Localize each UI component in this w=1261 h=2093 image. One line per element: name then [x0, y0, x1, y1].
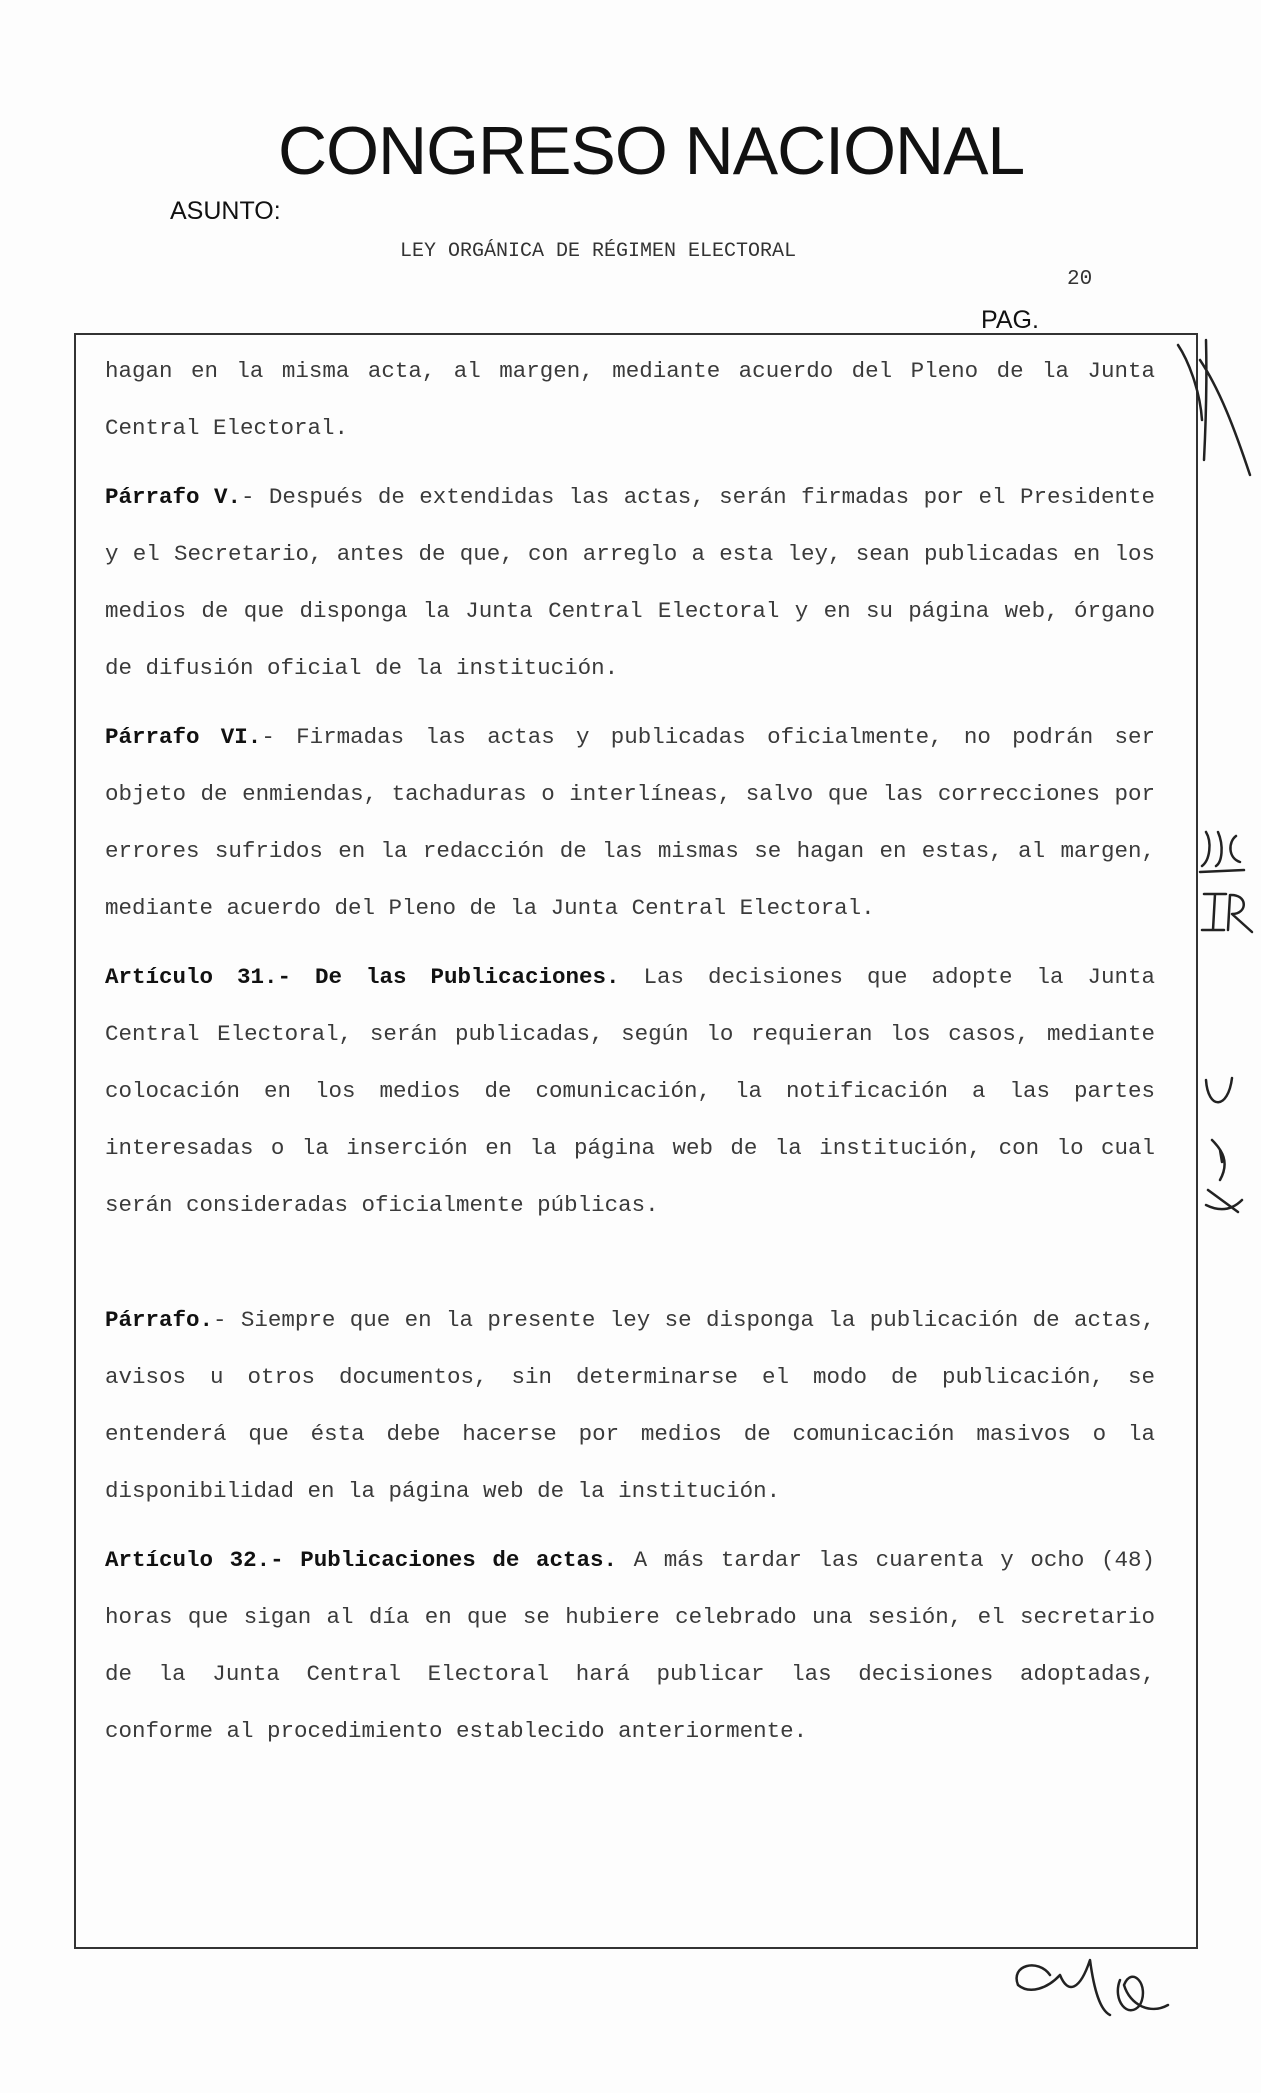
document-title: CONGRESO NACIONAL — [278, 113, 1025, 189]
paragraph-label: Párrafo V. — [105, 484, 241, 510]
signature-mark — [1017, 1960, 1168, 2015]
article-heading: Artículo 32.- Publicaciones de actas. — [105, 1547, 618, 1573]
article-text: Las decisiones que adopte la Junta Central Electoral, serán publicadas, según lo requieran los casos, mediante colocación en los medios de comunicación, la notificación a las partes interesadas o la inserción en la página web de la institución, con lo cual serán consideradas oficialmente públicas. — [105, 964, 1155, 1218]
asunto-label: ASUNTO: — [170, 197, 281, 225]
pag-label: PAG. — [981, 306, 1039, 334]
paragraph-label: Párrafo VI. — [105, 724, 262, 750]
paragraph-text: - Siempre que en la presente ley se disponga la publicación de actas, avisos u otros documentos, sin determinarse el modo de publicación, se entenderá que ésta debe hacerse por medios de comunicación masivos o la disponibilidad en la página web de la institución. — [105, 1307, 1155, 1504]
paragraph-text: - Después de extendidas las actas, serán firmadas por el Presidente y el Secretario, antes de que, con arreglo a esta ley, sean publicadas en los medios de que disponga la Junta Central Electoral y en su página web, órgano de difusión oficial de la institución. — [105, 484, 1155, 681]
margin-initial-mark — [1178, 340, 1250, 475]
page-number: 20 — [1067, 268, 1093, 291]
margin-initial-jr — [1200, 832, 1244, 872]
paragraph-text: - Firmadas las actas y publicadas oficialmente, no podrán ser objeto de enmiendas, tachaduras o interlíneas, salvo que las correcciones por errores sufridos en la redacción de las mismas se hagan en estas, al margen, mediante acuerdo del Pleno de la Junta Central Electoral. — [105, 724, 1155, 921]
article-heading: Artículo 31.- De las Publicaciones. — [105, 964, 620, 990]
margin-initial-vertical — [1206, 1078, 1242, 1212]
paragraph-text: hagan en la misma acta, al margen, mediante acuerdo del Pleno de la Junta Central Electoral. — [105, 358, 1155, 441]
margin-initial-ir — [1202, 894, 1252, 932]
article-text: A más tardar las cuarenta y ocho (48) horas que sigan al día en que se hubiere celebrado una sesión, el secretario de la Junta Central Electoral hará publicar las decisiones adoptadas, conforme al procedimiento establecido anteriormente. — [105, 1547, 1155, 1744]
paragraph-label: Párrafo. — [105, 1307, 214, 1333]
subject-line: LEY ORGÁNICA DE RÉGIMEN ELECTORAL — [400, 240, 797, 263]
